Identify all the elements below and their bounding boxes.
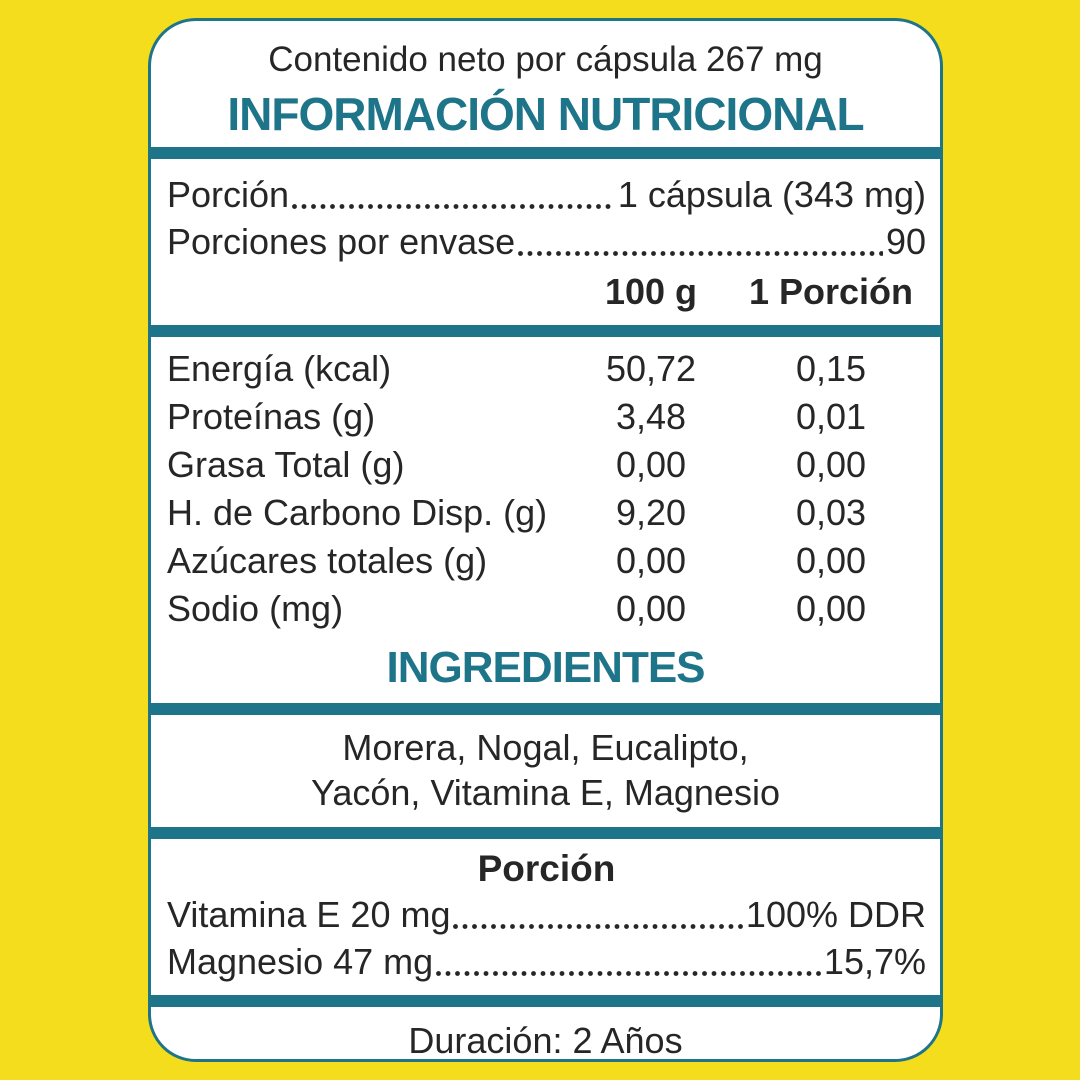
dot-leader: [453, 924, 742, 929]
table-row: [167, 585, 926, 633]
nutrient-per-100g: 9,20: [615, 492, 687, 533]
table-row: [167, 537, 926, 585]
net-content-text: Contenido neto por cápsula 267 mg: [268, 40, 823, 79]
nutrient-per-100g: 0,00: [615, 588, 687, 629]
divider: [151, 995, 940, 1007]
servings-per-container-label: Porciones por envase: [167, 221, 516, 262]
serving-size-label: Porción: [167, 174, 290, 215]
magnesium-value: 15,7%: [823, 941, 926, 982]
servings-per-container-value: 90: [885, 221, 926, 262]
vitamin-e-value: 100% DDR: [745, 894, 926, 935]
servings-per-container-row: [167, 218, 926, 265]
nutrient-label: H. de Carbono Disp. (g): [167, 492, 548, 533]
nutrient-per-100g: 0,00: [615, 444, 687, 485]
serving-size-row: [167, 171, 926, 218]
duration-footer: [151, 1007, 940, 1062]
divider: [151, 827, 940, 839]
nutrient-per-100g: 0,00: [615, 540, 687, 581]
label-header: [151, 21, 940, 140]
portion-section: [151, 839, 940, 995]
nutrient-per-portion: 0,00: [795, 444, 867, 485]
serving-size-value: 1 cápsula (343 mg): [617, 174, 926, 215]
ingredients-line-2: Yacón, Vitamina E, Magnesio: [311, 772, 780, 813]
column-header-1porcion: 1 Porción: [748, 271, 914, 312]
divider: [151, 147, 940, 159]
nutrient-per-portion: 0,00: [795, 540, 867, 581]
dot-leader: [436, 971, 821, 976]
divider: [151, 325, 940, 337]
dot-leader: [292, 204, 615, 209]
table-row: [167, 393, 926, 441]
table-row: [167, 345, 926, 393]
nutrient-per-100g: 50,72: [605, 348, 697, 389]
divider: [151, 703, 940, 715]
dot-leader: [518, 251, 883, 256]
nutrient-per-portion: 0,03: [795, 492, 867, 533]
ingredients-line-1: Morera, Nogal, Eucalipto,: [342, 727, 749, 768]
nutrient-label: Proteínas (g): [167, 396, 376, 437]
nutrition-label-card: [148, 18, 943, 1062]
nutrient-per-100g: 3,48: [615, 396, 687, 437]
column-header-100g: 100 g: [604, 271, 698, 312]
serving-section: [151, 159, 940, 325]
magnesium-label: Magnesio 47 mg: [167, 941, 434, 982]
table-row: [167, 489, 926, 537]
duration-text: Duración: 2 Años: [408, 1020, 683, 1061]
magnesium-row: [167, 938, 926, 985]
nutrient-per-portion: 0,15: [795, 348, 867, 389]
nutrient-label: Azúcares totales (g): [167, 540, 488, 581]
vitamin-e-label: Vitamina E 20 mg: [167, 894, 451, 935]
nutrient-label: Sodio (mg): [167, 588, 344, 629]
nutrient-per-portion: 0,01: [795, 396, 867, 437]
vitamin-e-row: [167, 891, 926, 938]
table-column-headers: [167, 269, 926, 315]
nutrient-label: Grasa Total (g): [167, 444, 405, 485]
nutrition-info-title: INFORMACIÓN NUTRICIONAL: [227, 88, 864, 140]
nutrient-table: [151, 337, 940, 633]
ingredients-list: [151, 715, 940, 827]
table-row: [167, 441, 926, 489]
portion-title: Porción: [477, 848, 616, 889]
nutrient-per-portion: 0,00: [795, 588, 867, 629]
nutrient-label: Energía (kcal): [167, 348, 392, 389]
ingredients-title: INGREDIENTES: [386, 643, 705, 692]
